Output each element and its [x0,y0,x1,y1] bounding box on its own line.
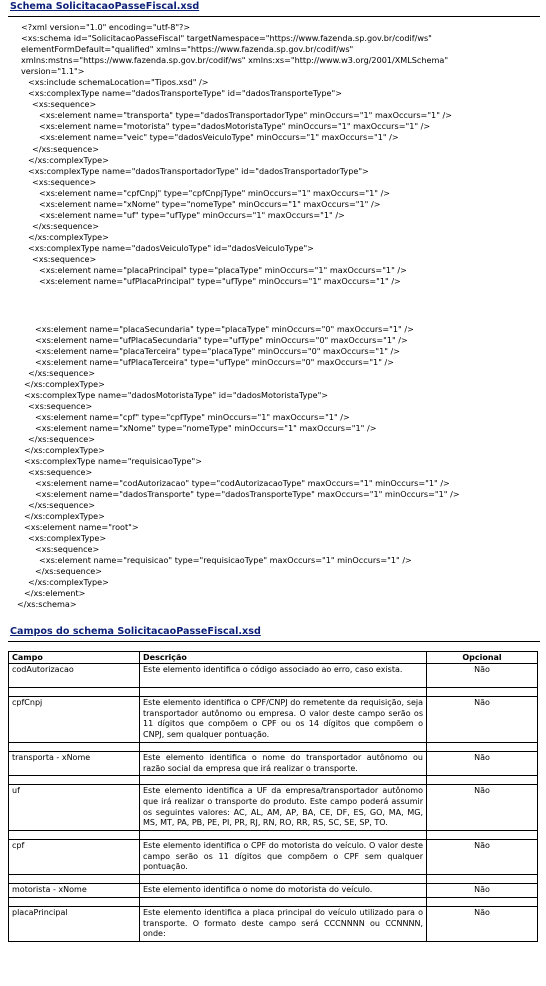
cell-campo: motorista - xNome [9,884,140,898]
xml-line: version="1.1"> [21,66,85,76]
xml-line: </xs:complexType> [24,445,105,455]
xml-line: </xs:sequence> [28,434,96,444]
xml-line: <xs:complexType> [28,533,107,543]
xml-line: </xs:complexType> [28,155,109,165]
table-row [9,840,538,875]
xml-line: </xs:sequence> [32,144,100,154]
table-row [9,751,538,775]
spacer-row [9,831,538,840]
xml-line: <xs:element name="dadosTransporte" type="dadosTransporteType" maxOccurs="1" minOccurs="1" /> [35,489,460,499]
xml-line: <xs:element name="placaPrincipal" type="placaType" minOccurs="1" maxOccurs="1" /> [39,265,407,275]
xml-line: <xs:sequence> [28,401,93,411]
cell-campo: codAutorizacao [9,664,140,688]
table-row [9,884,538,898]
cell-descricao: Este elemento identifica o nome do transportador autônomo ou razão social da empresa que irá realizar o transporte. [140,751,427,775]
xml-line: </xs:sequence> [28,500,96,510]
xml-line: <xs:element name="ufPlacaTerceira" type="ufType" minOccurs="0" maxOccurs="1" /> [35,357,394,367]
xml-line: <xs:element name="uf" type="ufType" minOccurs="1" maxOccurs="1" /> [39,210,345,220]
cell-campo: uf [9,785,140,831]
spacer-row [9,776,538,785]
spacer-row [9,897,538,906]
xml-line: xmlns:mstns="https://www.fazenda.sp.gov.br/codif/ws" xmlns:xs="http://www.w3.org/2001/XMLSchema" [21,55,449,65]
header-descricao: Descrição [140,652,427,664]
cell-opcional: Não [427,664,538,688]
xml-line: <xs:element name="veic" type="dadosVeiculoType" minOccurs="1" maxOccurs="1" /> [39,132,399,142]
xml-line: <xs:element name="ufPlacaSecundaria" type="ufType" minOccurs="0" maxOccurs="1" /> [35,335,408,345]
cell-descricao: Este elemento identifica a UF da empresa/transportador autônomo que irá realizar o transporte do produto. Este campo poderá assumir os seguintes valores: AC, AL, AM, AP, BA, CE, DF, ES, GO, MA, MG, MS, MT, PA, PB, PE, PI, PR, RJ, RN, RO, RR, RS, SC, SE, SP, TO. [140,785,427,831]
xml-line: <xs:complexType name="dadosVeiculoType" id="dadosVeiculoType"> [28,243,314,253]
table-row [9,664,538,688]
table-row [9,697,538,743]
xml-line: <xs:element name="motorista" type="dadosMotoristaType" minOccurs="1" maxOccurs="1" /> [39,121,431,131]
cell-opcional: Não [427,840,538,875]
spacer-row [9,875,538,884]
xml-line: <xs:sequence> [32,99,97,109]
xml-line: <?xml version="1.0" encoding="utf-8"?> [21,22,191,32]
table-row [9,906,538,941]
table-header-row [9,652,538,664]
table-row [9,785,538,831]
xml-line: <xs:element name="cpf" type="cpfType" minOccurs="1" maxOccurs="1" /> [35,412,350,422]
xml-line: elementFormDefault="qualified" xmlns="https://www.fazenda.sp.gov.br/codif/ws" [21,44,354,54]
xml-line: </xs:complexType> [24,511,105,521]
xml-line: </xs:schema> [17,599,77,609]
cell-descricao: Este elemento identifica a placa principal do veículo utilizado para o transporte. O formato deste campo será CCCNNNN ou CCNNNN, onde: [140,906,427,941]
xml-line: <xs:complexType name="dadosTransporteType" id="dadosTransporteType"> [28,88,343,98]
fields-section-title: Campos do schema SolicitacaoPasseFiscal.xsd [10,626,261,637]
spacer-row [9,742,538,751]
cell-campo: placaPrincipal [9,906,140,941]
cell-descricao: Este elemento identifica o código associado ao erro, caso exista. [140,664,427,688]
xml-line: </xs:sequence> [32,221,100,231]
cell-campo: cpfCnpj [9,697,140,743]
cell-descricao: Este elemento identifica o CPF/CNPJ do remetente da requisição, seja transportador autônomo ou empresa. O valor deste campo serão os 11 dígitos que compõem o CPF ou os 14 dígitos que compõem o CNPJ, sem qualquer pontuação. [140,697,427,743]
xml-line: <xs:element name="transporta" type="dadosTransportadorType" minOccurs="1" maxOccurs="1" /> [39,110,452,120]
cell-opcional: Não [427,751,538,775]
xml-line: <xs:complexType name="dadosTransportadorType" id="dadosTransportadorType"> [28,166,369,176]
xml-line: </xs:complexType> [28,577,109,587]
cell-campo: transporta - xNome [9,751,140,775]
xml-line: </xs:complexType> [28,232,109,242]
header-opcional: Opcional [427,652,538,664]
xml-line: <xs:include schemaLocation="Tipos.xsd" /> [28,77,209,87]
spacer-row [9,688,538,697]
xml-line: <xs:element name="placaTerceira" type="placaType" minOccurs="0" maxOccurs="1" /> [35,346,401,356]
cell-opcional: Não [427,906,538,941]
xml-line: </xs:element> [24,588,86,598]
cell-descricao: Este elemento identifica o nome do motorista do veículo. [140,884,427,898]
xml-line: <xs:element name="cpfCnpj" type="cpfCnpjType" minOccurs="1" maxOccurs="1" /> [39,188,391,198]
cell-campo: cpf [9,840,140,875]
header-campo: Campo [9,652,140,664]
cell-opcional: Não [427,884,538,898]
fields-table [8,651,538,942]
xml-line: <xs:element name="codAutorizacao" type="codAutorizacaoType" maxOccurs="1" minOccurs="1" /> [35,478,450,488]
xml-line: <xs:element name="ufPlacaPrincipal" type="ufType" minOccurs="1" maxOccurs="1" /> [39,276,401,286]
section-divider [8,16,540,17]
xml-line: </xs:sequence> [35,566,103,576]
section-divider [8,641,540,642]
xml-line: <xs:sequence> [28,467,93,477]
xml-line: <xs:element name="root"> [24,522,139,532]
xml-line: </xs:sequence> [28,368,96,378]
xml-line: </xs:complexType> [24,379,105,389]
xml-line: <xs:complexType name="dadosMotoristaType" id="dadosMotoristaType"> [24,390,329,400]
xml-line: <xs:sequence> [32,177,97,187]
cell-opcional: Não [427,697,538,743]
xml-line: <xs:element name="placaSecundaria" type="placaType" minOccurs="0" maxOccurs="1" /> [35,324,414,334]
cell-descricao: Este elemento identifica o CPF do motorista do veículo. O valor deste campo serão os 11 dígitos que compõem o CPF sem qualquer pontuação. [140,840,427,875]
xml-line: <xs:complexType name="requisicaoType"> [24,456,203,466]
xml-line: <xs:schema id="SolicitacaoPasseFiscal" targetNamespace="https://www.fazenda.sp.gov.br/codif/ws" [21,33,432,43]
xml-line: <xs:sequence> [32,254,97,264]
xml-line: <xs:element name="requisicao" type="requisicaoType" maxOccurs="1" minOccurs="1" /> [39,555,412,565]
xml-line: <xs:sequence> [35,544,100,554]
schema-section-title: Schema SolicitacaoPasseFiscal.xsd [10,1,200,12]
xml-line: <xs:element name="xNome" type="nomeType" minOccurs="1" maxOccurs="1" /> [39,199,381,209]
cell-opcional: Não [427,785,538,831]
xml-line: <xs:element name="xNome" type="nomeType" minOccurs="1" maxOccurs="1" /> [35,423,377,433]
